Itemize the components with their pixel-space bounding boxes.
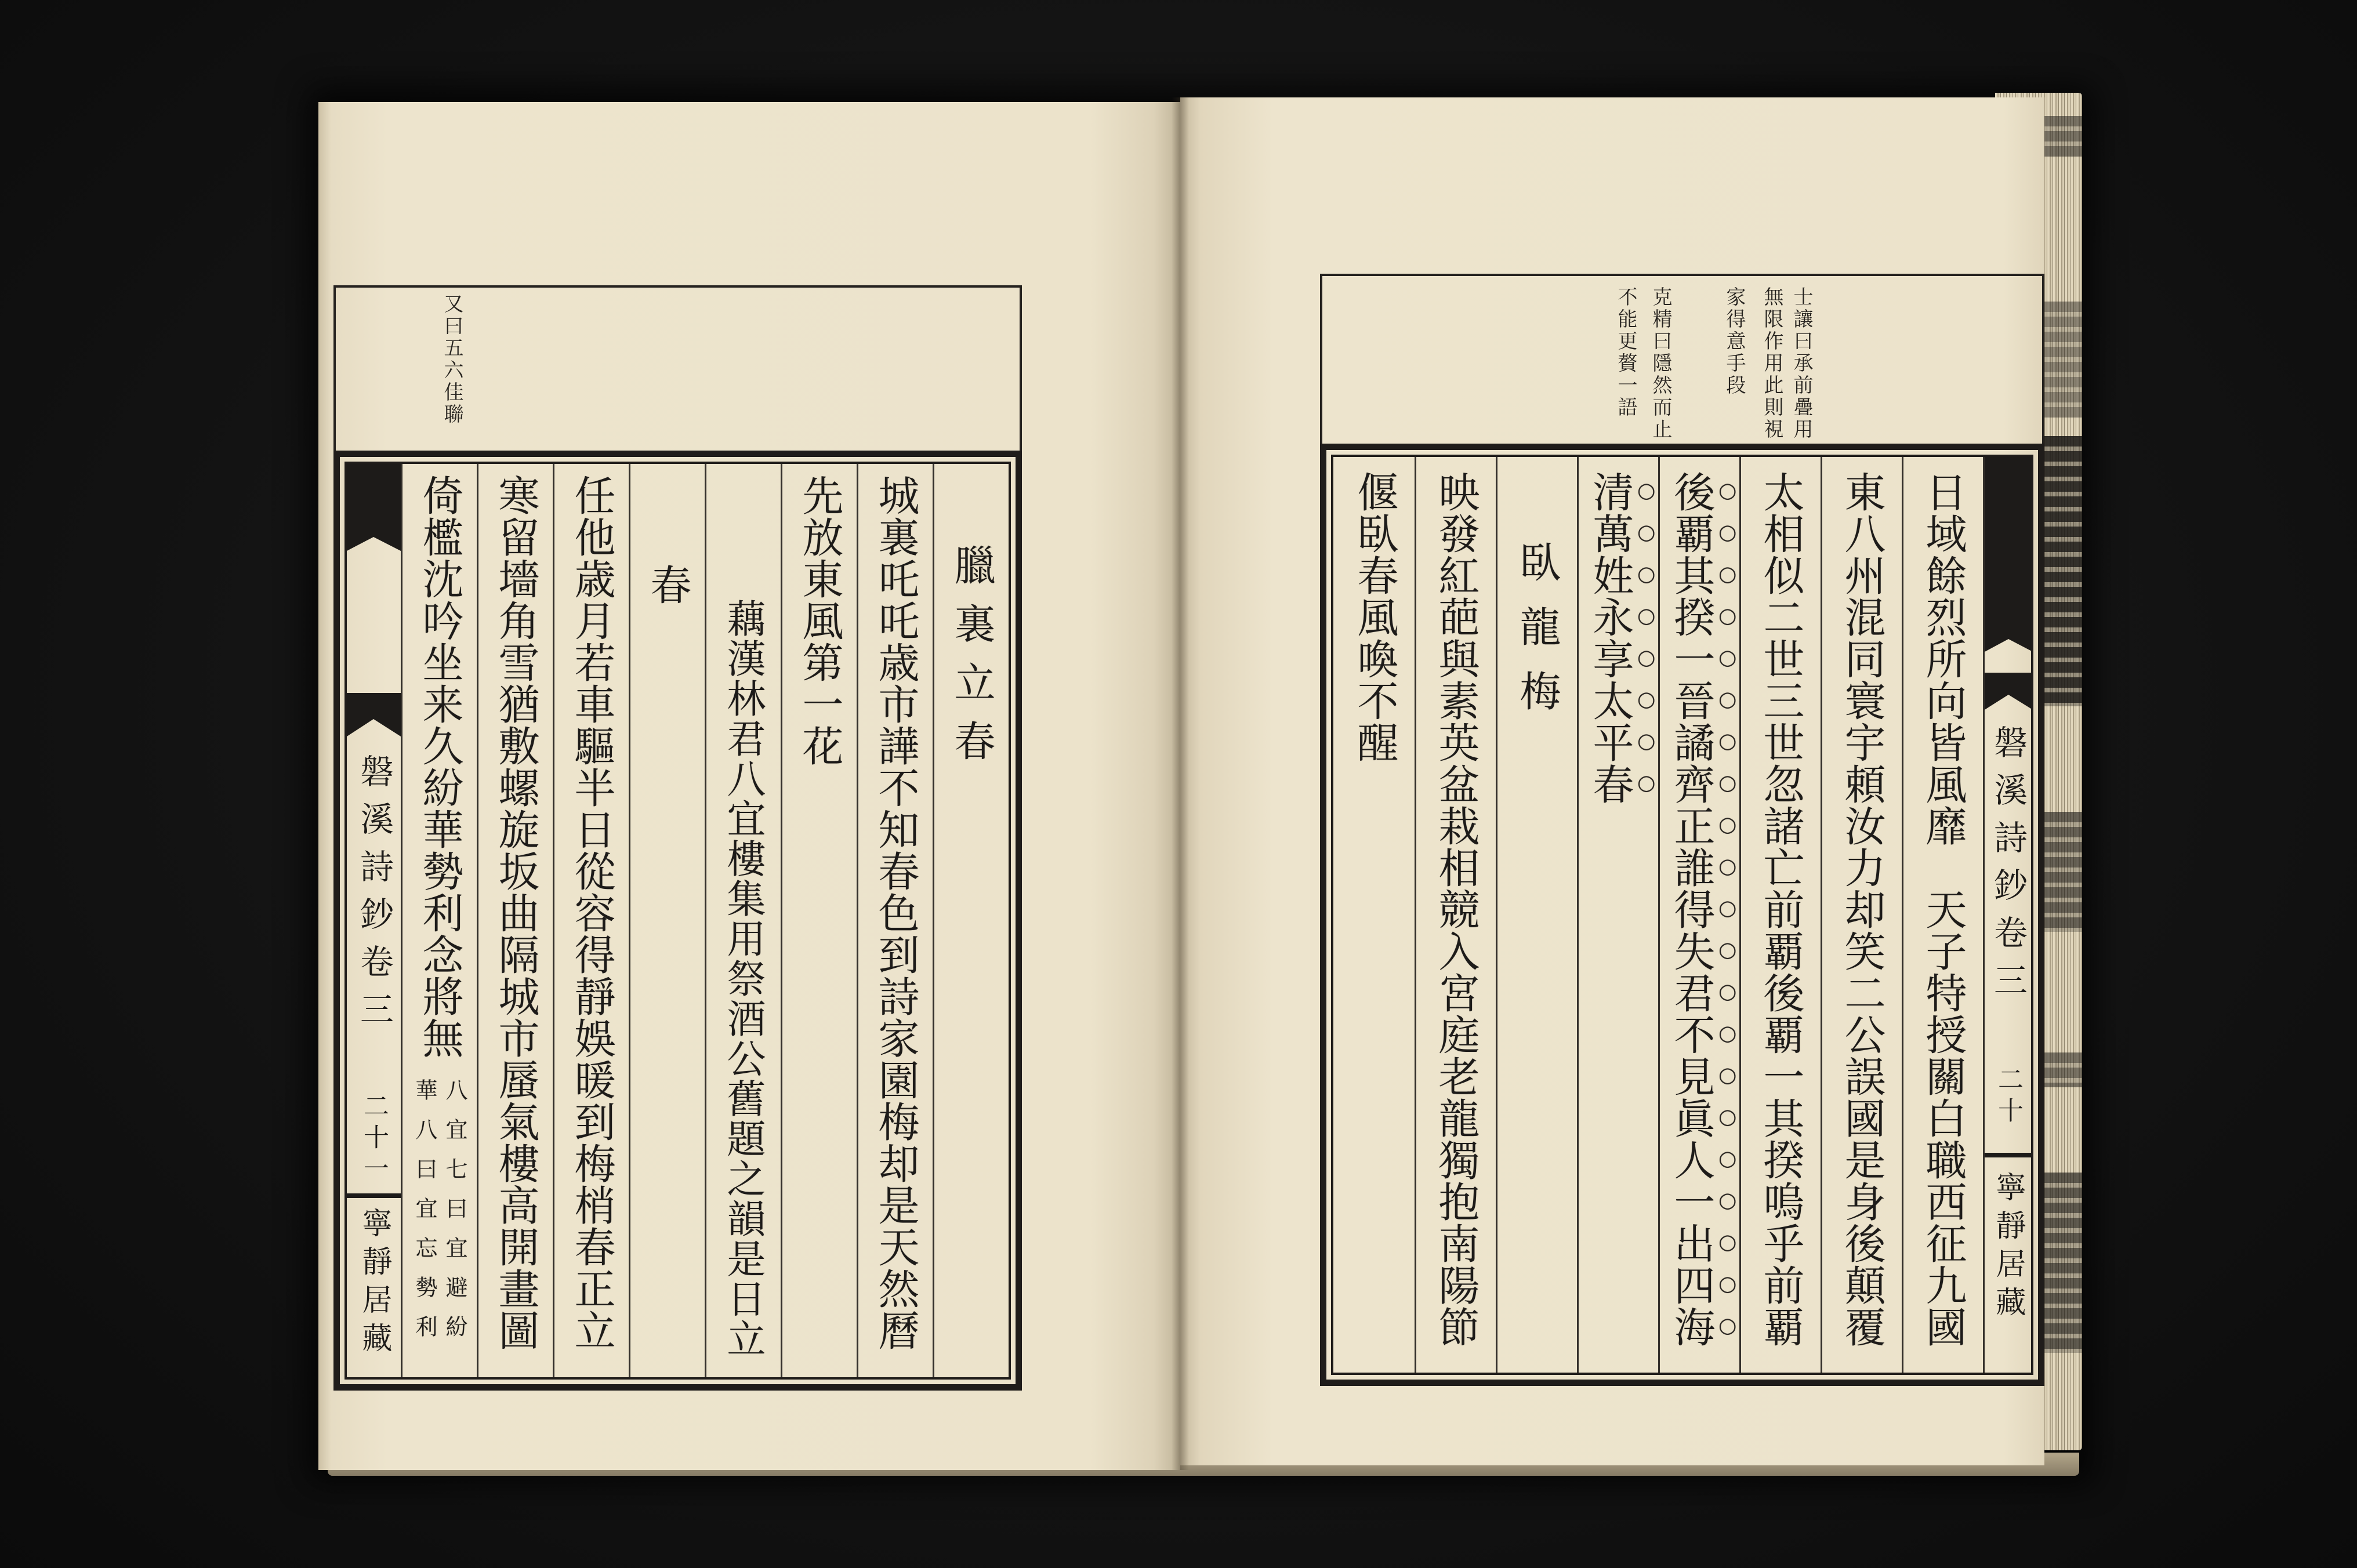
text-column — [857, 464, 933, 1377]
printed-frame — [1320, 274, 2044, 1386]
text-column — [1496, 457, 1577, 1373]
column-text: 任他歳月若車驅半日從容得靜娛暖到梅梢春正立 — [568, 474, 616, 1351]
edge-ink-mark — [2041, 302, 2082, 418]
column-text: 映發紅葩與素英盆栽相競入宮庭老龍獨抱南陽節 — [1432, 471, 1480, 1348]
column-text: 城裏吒吒歳市譁不知春色到詩家園梅却是天然曆 — [872, 474, 920, 1351]
text-column — [477, 464, 553, 1377]
spine-gutter — [1172, 97, 1189, 1470]
text-column — [1333, 457, 1415, 1373]
edge-ink-mark — [2041, 812, 2082, 932]
headnote: 家得意手段 — [1723, 286, 1746, 397]
column-text: 寒留墻角雪猶敷螺旋坂曲隔城市蜃氣樓高開畫圖 — [492, 474, 540, 1351]
column-text: 東八州混同寰宇頼汝力却笑二公誤國是身後顛覆 — [1838, 471, 1886, 1348]
column-text: 先放東風第一花 — [796, 474, 844, 767]
text-column — [1658, 457, 1739, 1373]
headnote-band — [333, 285, 1022, 451]
annotation-line: 華八曰宜忘勢利 — [412, 1079, 437, 1355]
text-column — [1902, 457, 1983, 1373]
headnote: 不能更贅一語 — [1614, 286, 1637, 419]
poem-title-continuation: 春 — [644, 564, 692, 605]
text-column — [1821, 457, 1902, 1373]
text-column — [1739, 457, 1821, 1373]
poem-title: 藕漢林君八宜樓集用祭酒公舊題之韻是日立 — [721, 598, 766, 1359]
edge-ink-mark — [2041, 1173, 2082, 1353]
main-text-area — [345, 462, 1011, 1380]
text-column — [781, 464, 857, 1377]
block-center-strip — [1983, 457, 2031, 1373]
text-column — [553, 464, 629, 1377]
headnote: 又曰五六佳聯 — [440, 293, 463, 426]
margin-title: 磐溪詩鈔卷三 — [354, 754, 394, 1039]
text-column — [401, 464, 477, 1377]
edge-ink-mark — [2041, 116, 2082, 157]
text-column — [1415, 457, 1496, 1373]
headnote: 克精曰隱然而止 — [1649, 286, 1672, 441]
text-column — [705, 464, 781, 1377]
main-text-frame — [1320, 444, 2044, 1386]
folio-number: 二十一 — [359, 1092, 389, 1186]
column-text: 後覇其揆一晉譎齊正誰得失君不見眞人一出四海 — [1667, 471, 1716, 1348]
margin-title: 磐溪詩鈔卷三 — [1988, 725, 2028, 1010]
folio-number: 二十 — [1993, 1066, 2023, 1128]
interlinear-annotation — [409, 1079, 470, 1357]
text-column — [629, 464, 705, 1377]
column-text: 日域餘烈所向皆風靡 天子特授關白職西征九國 — [1919, 471, 1967, 1348]
poem-title: 臘裏立春 — [948, 544, 996, 778]
headnote: 士讓曰承前疊用 — [1790, 286, 1813, 441]
main-text-area — [1331, 455, 2033, 1375]
text-column — [933, 464, 1009, 1377]
column-text: 倚檻沈吟坐来久紛華勢利念將無 — [416, 474, 464, 1059]
column-text: 偃臥春風喚不醒 — [1351, 471, 1399, 763]
poem-title: 臥龍梅 — [1513, 541, 1561, 734]
headnote: 無限作用此則視 — [1760, 286, 1783, 441]
annotation-line: 八宜七曰宜避紛 — [442, 1079, 467, 1355]
main-text-frame — [333, 451, 1022, 1391]
headnote-band — [1320, 274, 2044, 444]
block-center-strip — [347, 464, 401, 1377]
printed-frame — [333, 285, 1022, 1391]
right-page — [1180, 97, 2044, 1465]
left-page — [318, 102, 1180, 1470]
edge-ink-mark — [2041, 436, 2082, 706]
publisher-imprint: 寧靜居藏 — [357, 1207, 391, 1360]
publisher-imprint: 寧靜居藏 — [1990, 1171, 2025, 1324]
text-column — [1577, 457, 1658, 1373]
column-text: 太相似二世三世忽諸亡前覇後覇一其揆嗚乎前覇 — [1757, 471, 1805, 1348]
edge-ink-mark — [2041, 1052, 2082, 1087]
column-text: 清萬姓永享太平春 — [1586, 471, 1634, 805]
